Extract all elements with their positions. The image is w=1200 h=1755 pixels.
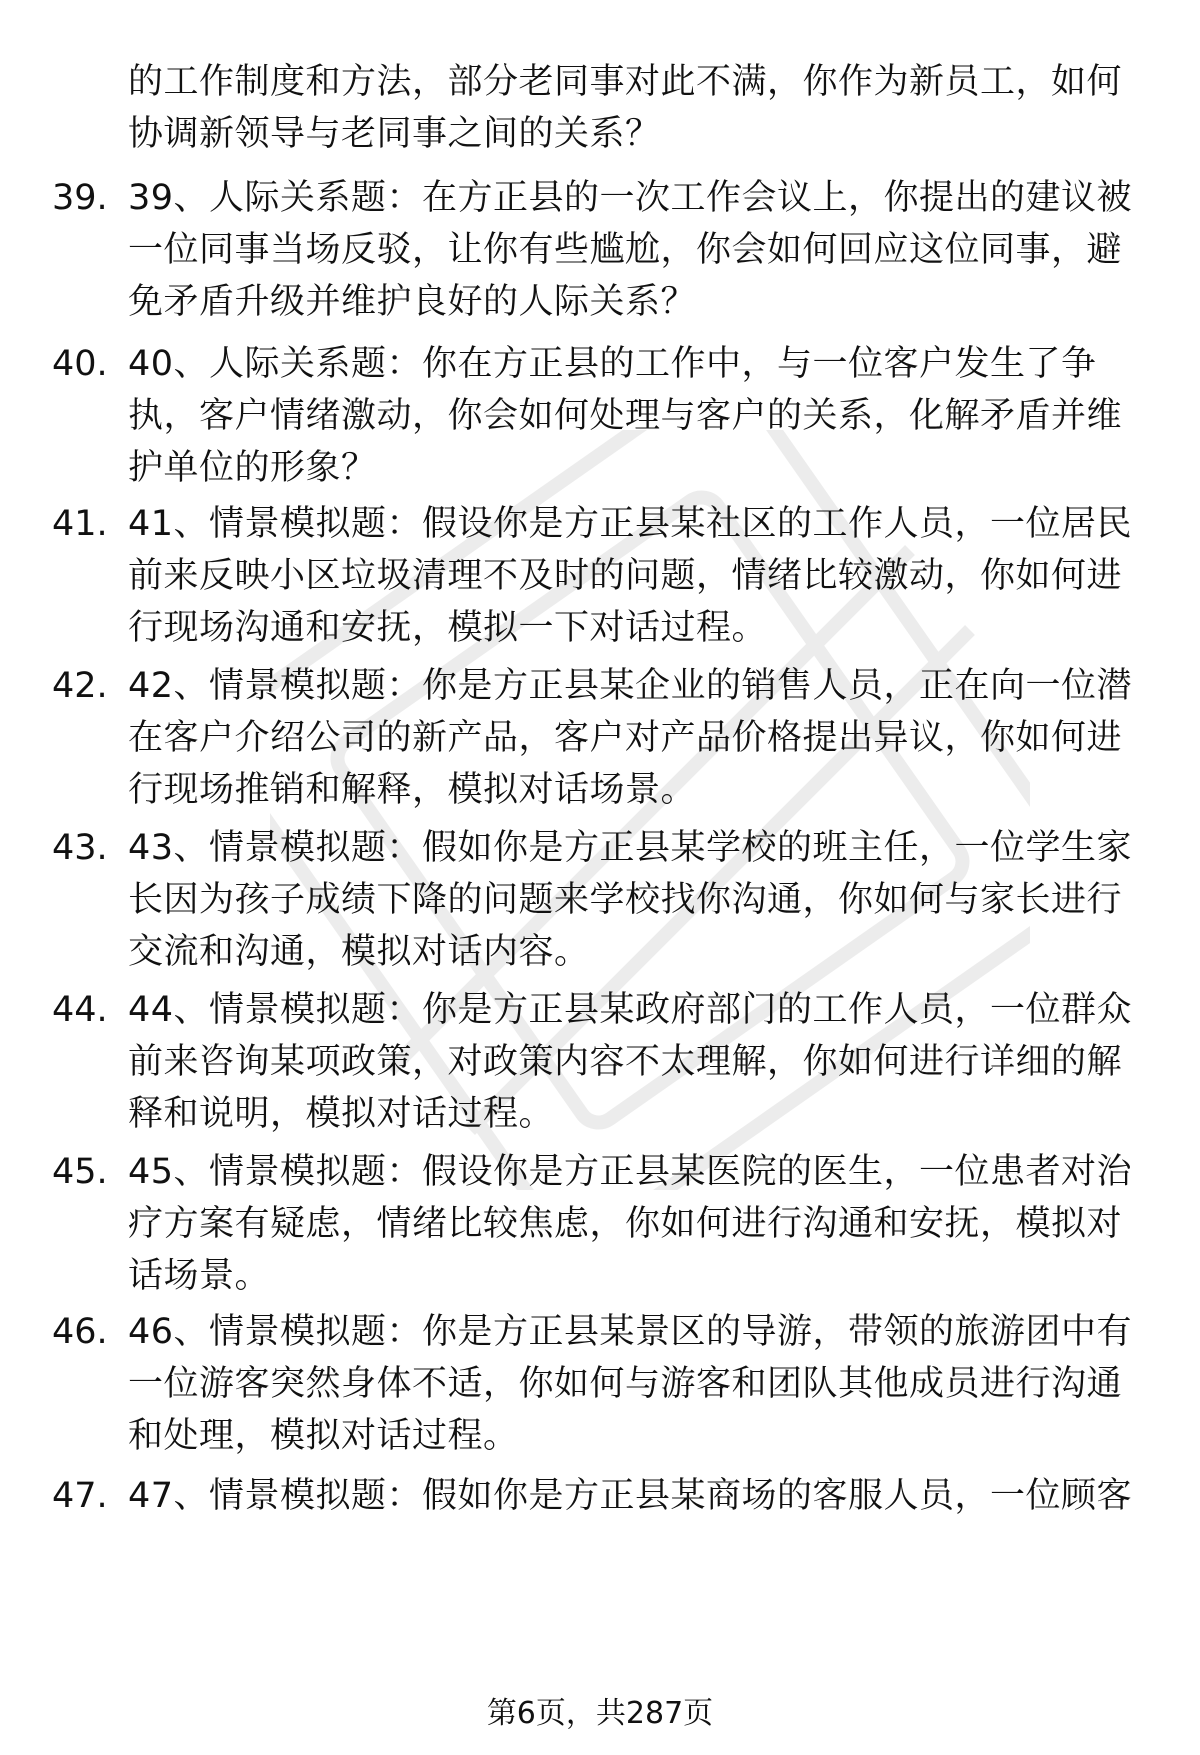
question-number: 47. [52, 1476, 108, 1516]
question-number: 43. [52, 828, 108, 868]
question-text: 39、人际关系题：在方正县的一次工作会议上，你提出的建议被一位同事当场反驳，让你有些尴尬，你会如何回应这位同事，避免矛盾升级并维护良好的人际关系？ [128, 178, 1133, 322]
question-number: 45. [52, 1152, 108, 1192]
question-number: 40. [52, 344, 108, 384]
question-text: 45、情景模拟题：假设你是方正县某医院的医生，一位患者对治疗方案有疑虑，情绪比较焦虑，你如何进行沟通和安抚，模拟对话场景。 [128, 1152, 1133, 1296]
question-text: 43、情景模拟题：假如你是方正县某学校的班主任，一位学生家长因为孩子成绩下降的问题来学校找你沟通，你如何与家长进行交流和沟通，模拟对话内容。 [128, 828, 1133, 972]
question-number: 46. [52, 1312, 108, 1352]
continuation-paragraph: 的工作制度和方法，部分老同事对此不满，你作为新员工，如何协调新领导与老同事之间的关系？ [128, 62, 1123, 154]
question-text: 44、情景模拟题：你是方正县某政府部门的工作人员，一位群众前来咨询某项政策，对政策内容不太理解，你如何进行详细的解释和说明，模拟对话过程。 [128, 990, 1133, 1134]
page-footer: 第6页，共287页 [486, 1696, 714, 1731]
question-text: 42、情景模拟题：你是方正县某企业的销售人员，正在向一位潜在客户介绍公司的新产品，客户对产品价格提出异议，你如何进行现场推销和解释，模拟对话场景。 [128, 666, 1133, 810]
question-text: 46、情景模拟题：你是方正县某景区的导游，带领的旅游团中有一位游客突然身体不适，你如何与游客和团队其他成员进行沟通和处理，模拟对话过程。 [128, 1312, 1133, 1456]
question-text: 40、人际关系题：你在方正县的工作中，与一位客户发生了争执，客户情绪激动，你会如何处理与客户的关系，化解矛盾并维护单位的形象？ [128, 344, 1123, 488]
question-number: 41. [52, 504, 108, 544]
question-number: 42. [52, 666, 108, 706]
question-text: 47、情景模拟题：假如你是方正县某商场的客服人员，一位顾客 [128, 1476, 1133, 1516]
question-number: 39. [52, 178, 108, 218]
question-text: 41、情景模拟题：假设你是方正县某社区的工作人员，一位居民前来反映小区垃圾清理不及时的问题，情绪比较激动，你如何进行现场沟通和安抚，模拟一下对话过程。 [128, 504, 1133, 648]
question-number: 44. [52, 990, 108, 1030]
